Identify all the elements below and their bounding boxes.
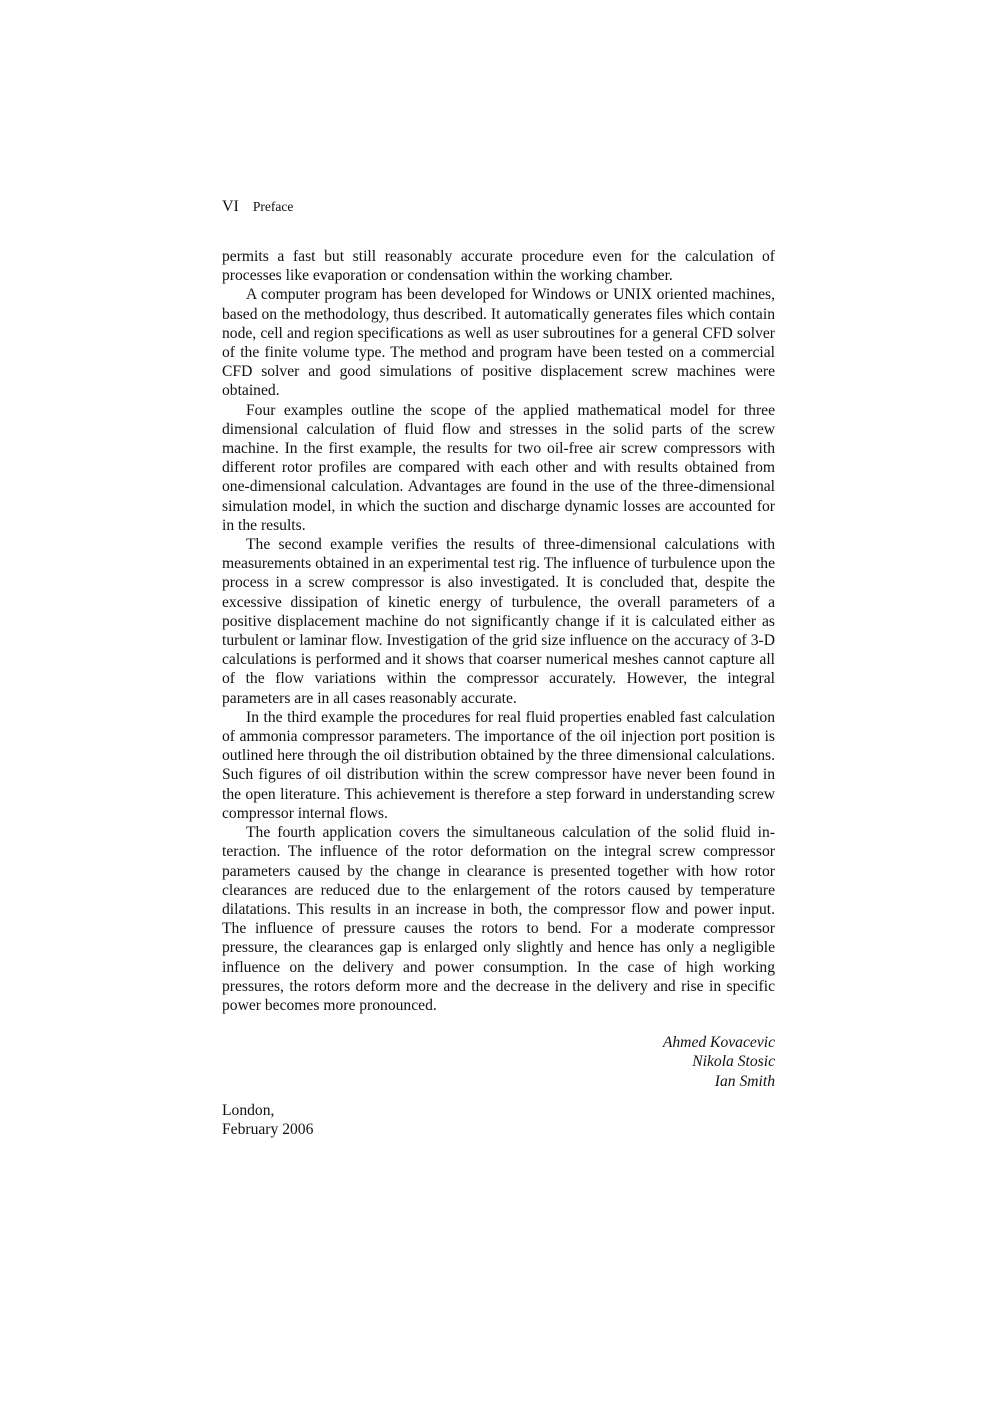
paragraph: In the third example the procedures for real fluid properties enabled fast calculation of ammonia compressor parameters. The importance of the oil injection port position is outlined here through the oil distribution obtained by the three dimensional calculations. Such figures of oil distribution within the screw compressor have never been found in the open literature. This achievement is therefore a step forward in understanding screw compressor internal flows. [222,708,775,822]
author-signatures [222,1033,775,1091]
date: February 2006 [222,1120,314,1138]
running-head [222,197,775,217]
paragraph: A computer program has been developed for Windows or UNIX oriented machines, based on the methodology, thus described. It automatically generates files which contain node, cell and region specifications as well as user subroutines for a general CFD solver of the finite volume type. The method and program have been tested on a commercial CFD solver and good simulations of positive displacement screw machines were obtained. [222,286,775,400]
page [222,197,775,1139]
author-name: Nikola Stosic [692,1053,775,1071]
paragraph: The second example verifies the results of three-dimensional calculations with measurements obtained in an experimental test rig. The influence of turbulence upon the process in a screw compressor is also investigated. It is concluded that, despite the excessive dissipation of kinetic energy of turbulence, the overall parameters of a positive displacement machine do not significantly change if it is calculated either as turbulent or laminar flow. Investigation of the grid size influence on the accuracy of 3-D calculations is performed and it shows that coarser numerical meshes cannot capture all of the flow variations within the compressor accurately. However, the integral parameters are in all cases reasonably accurate. [222,536,775,707]
paragraph: The fourth application covers the simultaneous calculation of the solid fluid interaction. The influence of the rotor deformation on the integral screw compressor parameters caused by the change in clearance is presented together with how rotor clearances are reduced due to the enlargement of the rotors caused by temperature dilatations. This results in an increase in both, the compressor flow and power input. The influence of pressure causes the rotors to bend. For a moderate compressor pressure, the clearances gap is enlarged only slightly and hence has only a negligible influence on the delivery and power consumption. In the case of high working pressures, the rotors deform more and the decrease in the delivery and rise in specific power becomes more pronounced. [222,824,775,1014]
paragraph: Four examples outline the scope of the applied mathematical model for three dimensional calculation of fluid flow and stresses in the solid parts of the screw machine. In the first example, the results for two oil-free air screw compressors with different rotor profiles are compared with each other and with results obtained from one-dimensional calculation. Advantages are found in the use of the three-dimensional simulation model, in which the suction and discharge dynamic losses are accounted for in the results. [222,401,775,534]
author-name: Ahmed Kovacevic [662,1034,775,1052]
author-name: Ian Smith [714,1072,775,1090]
place-date [222,1101,775,1139]
preface-body [222,247,775,1015]
paragraph: permits a fast but still reasonably accurate procedure even for the calculation of processes like evaporation or condensation within the working chamber. [222,248,775,285]
section-title: Preface [252,199,294,214]
page-number: VI [222,198,239,215]
place: London, [222,1101,275,1119]
